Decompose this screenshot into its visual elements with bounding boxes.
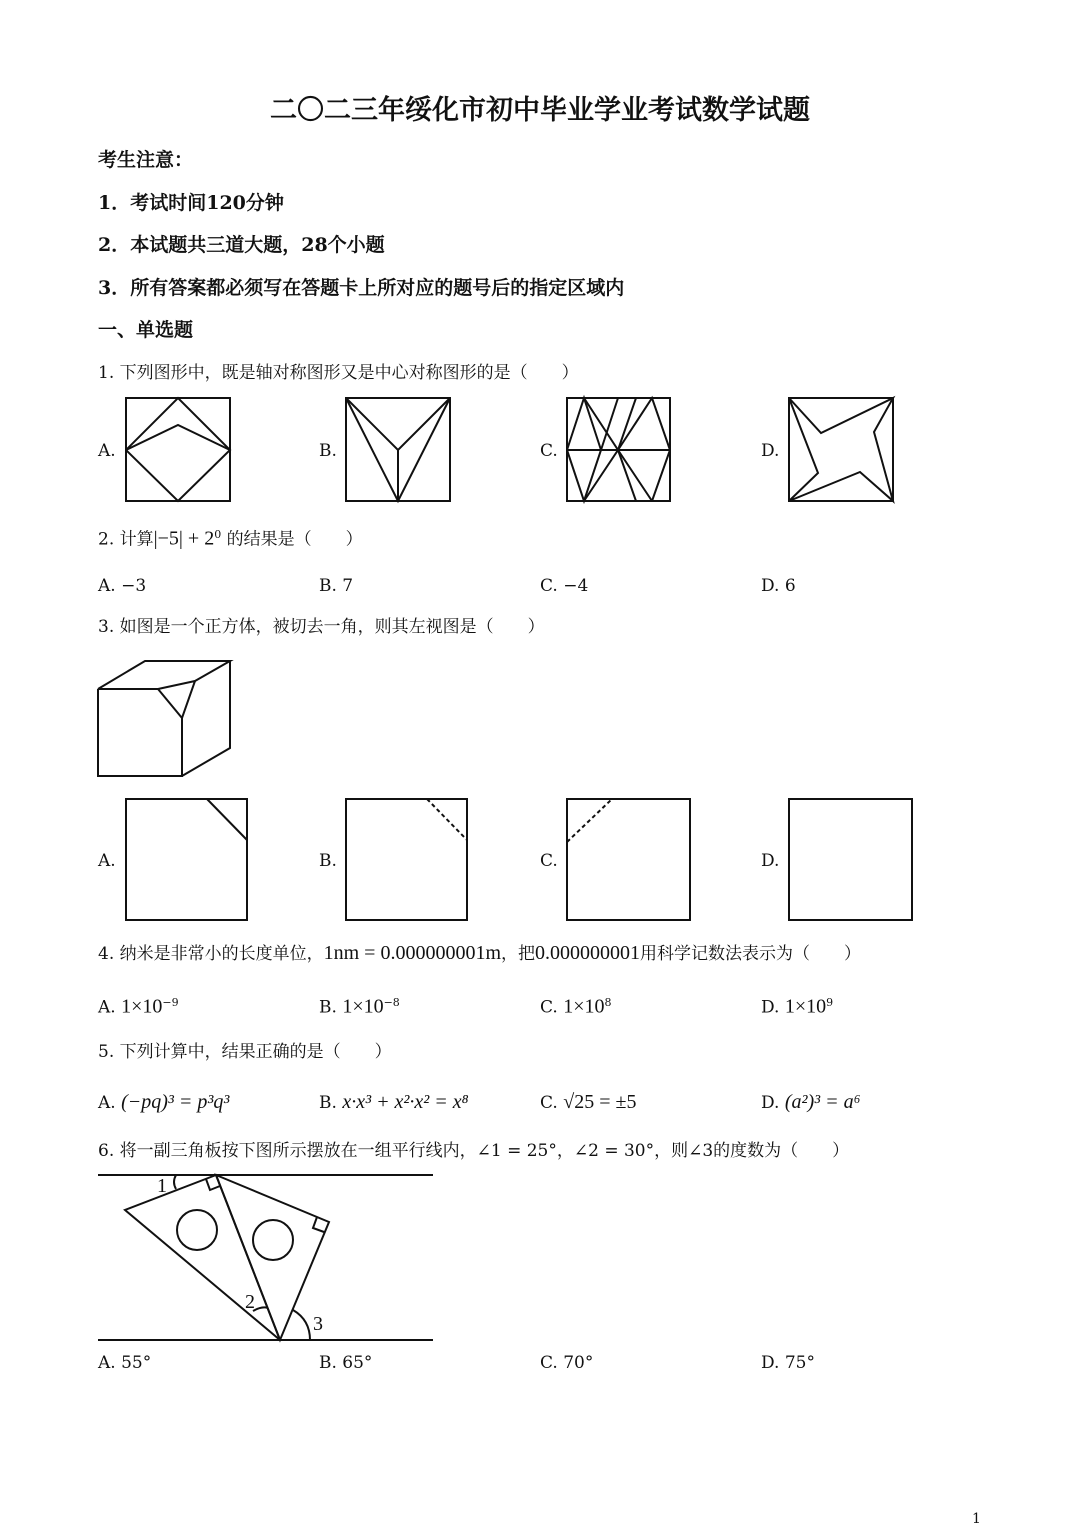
q3-cube-figure: [98, 661, 230, 776]
page-title: 二〇二三年绥化市初中毕业学业考试数学试题: [270, 95, 810, 126]
q6-option-b: B. 65°: [319, 1353, 373, 1373]
question-5-stem: 5. 下列计算中，结果正确的是（ ）: [98, 1042, 392, 1062]
q5-option-c: C. √25 = ±5: [540, 1091, 637, 1113]
q5-option-b: B. x·x³ + x²·x² = x⁸: [319, 1091, 469, 1113]
q3-option-c: C.: [540, 851, 558, 871]
q1-figure-b: [346, 398, 450, 501]
q3-view-b: [346, 799, 467, 920]
q6-option-a: A. 55°: [98, 1353, 152, 1373]
q1-option-b: B.: [319, 441, 337, 461]
svg-text:2: 2: [245, 1291, 255, 1313]
notice-item: 2．本试题共三道大题，28个小题: [98, 234, 385, 256]
question-1-stem: 1. 下列图形中，既是轴对称图形又是中心对称图形的是（ ）: [98, 363, 579, 383]
question-6-stem: 6. 将一副三角板按下图所示摆放在一组平行线内，∠1 = 25°，∠2 = 30°，则∠3的度数为（ ）: [98, 1141, 850, 1161]
q5-option-d: D. (a²)³ = a⁶: [761, 1091, 861, 1113]
question-3-stem: 3. 如图是一个正方体，被切去一角，则其左视图是（ ）: [98, 617, 545, 637]
q2-option-d: D. 6: [761, 576, 796, 596]
page-number: 1: [972, 1511, 981, 1527]
q5-option-a: A. (−pq)³ = p³q³: [98, 1091, 230, 1113]
q2-option-b: B. 7: [319, 576, 354, 596]
q1-option-d: D.: [761, 441, 780, 461]
q6-option-c: C. 70°: [540, 1353, 594, 1373]
q6-triangle-figure: [98, 1175, 433, 1340]
q1-figure-a: [126, 398, 230, 501]
q4-option-a: A. $1\times 10^{-9}$: [98, 995, 179, 1018]
q3-option-d: D.: [761, 851, 780, 871]
q4-option-d: D. $1\times 10^9$: [761, 995, 834, 1018]
q1-figure-d: [789, 398, 893, 501]
q3-view-c: [567, 799, 690, 920]
q4-option-c: C. $1\times 10^8$: [540, 995, 612, 1018]
q6-option-d: D. 75°: [761, 1353, 815, 1373]
q1-option-a: A.: [98, 441, 116, 461]
question-2-stem: 2. 计算$|-5| + 2^0$ 的结果是（ ）: [98, 527, 363, 550]
q3-option-b: B.: [319, 851, 337, 871]
svg-text:3: 3: [313, 1313, 323, 1335]
svg-text:1: 1: [157, 1175, 167, 1197]
q4-option-b: B. $1\times 10^{-8}$: [319, 995, 400, 1018]
q3-view-d: [789, 799, 912, 920]
q3-view-a: [126, 799, 247, 920]
notice-item: 3．所有答案都必须写在答题卡上所对应的题号后的指定区域内: [98, 277, 625, 299]
notice-item: 1．考试时间120分钟: [98, 192, 284, 214]
notice-heading: 考生注意：: [98, 149, 194, 171]
q3-option-a: A.: [98, 851, 116, 871]
section-heading: 一、单选题: [98, 319, 194, 341]
q2-option-c: C. −4: [540, 576, 589, 596]
q1-option-c: C.: [540, 441, 558, 461]
q2-option-a: A. −3: [98, 576, 147, 596]
question-4-stem: 4. 纳米是非常小的长度单位，1nm = 0.000000001m，把0.000000001用科学记数法表示为（ ）: [98, 942, 862, 964]
q1-figure-c: [567, 398, 670, 501]
